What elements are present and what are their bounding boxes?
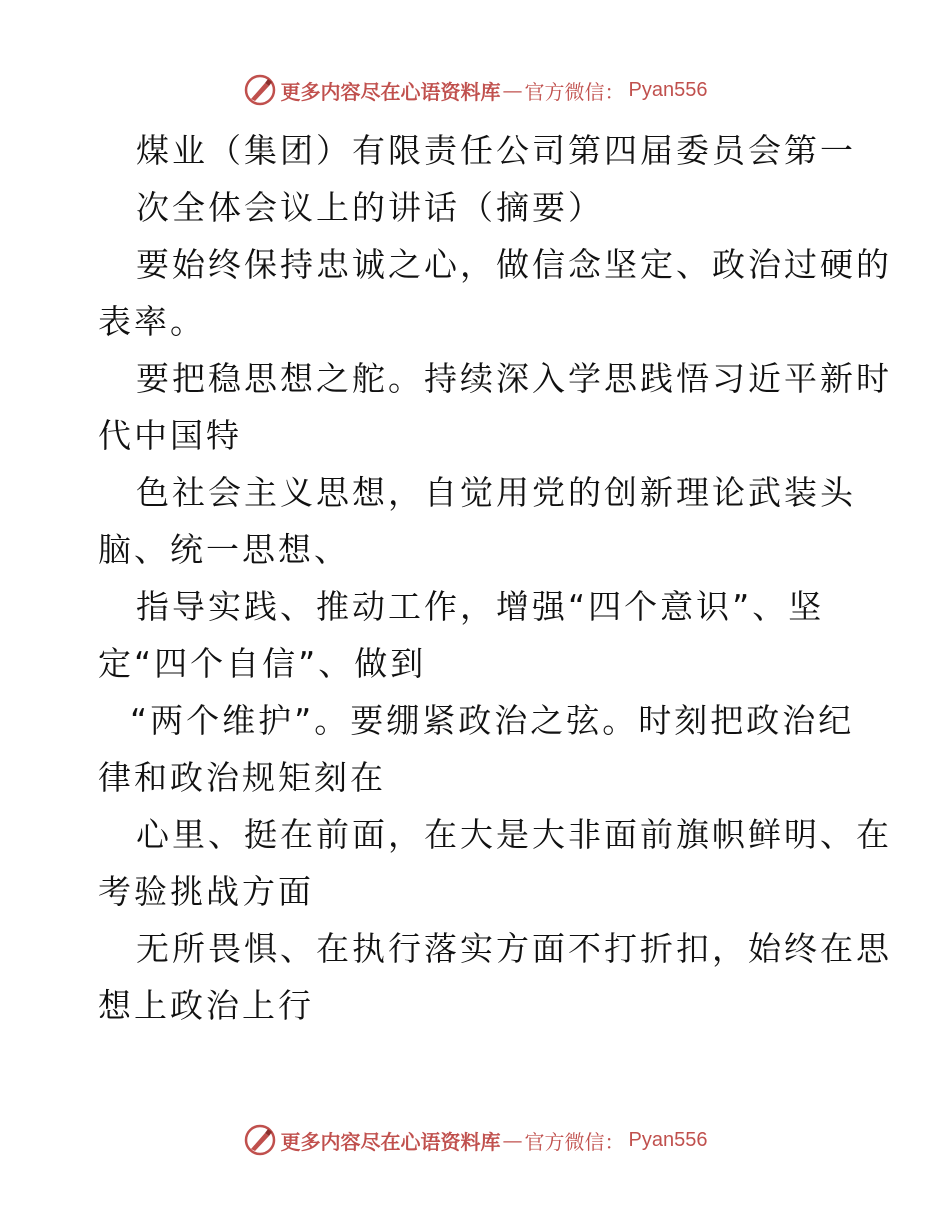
title-line-2: 次全体会议上的讲话（摘要） [136,188,604,227]
paragraph-line: 指导实践、推动工作，增强“四个意识”、坚 [136,587,825,626]
paragraph-line: 要始终保持忠诚之心，做信念坚定、政治过硬的 [136,245,892,284]
banner-wechat-id: Pyan556 [628,1128,708,1151]
paragraph-line: 心里、挺在前面，在大是大非面前旗帜鲜明、在 [136,815,892,854]
paragraph-line: 色社会主义思想，自觉用党的创新理论武装头 [136,473,856,512]
banner-separator: — [502,78,523,102]
paragraph-line: 定“四个自信”、做到 [98,644,427,683]
paragraph-line: 表率。 [98,302,206,341]
banner-separator: — [502,1128,523,1152]
pen-logo-icon [243,73,277,107]
paragraph-line: “两个维护”。要绷紧政治之弦。时刻把政治纪 [130,701,855,740]
banner-wechat-label: 官方微信： [524,79,625,104]
banner-wechat-id: Pyan556 [628,78,708,101]
paragraph-line: 脑、统一思想、 [98,530,350,569]
banner-title: 更多内容尽在心语资料库 [280,1129,501,1154]
paragraph-line: 考验挑战方面 [98,872,314,911]
banner-wechat-label: 官方微信： [524,1129,625,1154]
pen-logo-icon [243,1123,277,1157]
paragraph-line: 无所畏惧、在执行落实方面不打折扣，始终在思 [136,929,892,968]
footer-banner [0,1118,950,1162]
paragraph-line: 想上政治上行 [98,986,314,1025]
document-body [98,122,892,1034]
paragraph-line: 律和政治规矩刻在 [98,758,386,797]
paragraph-line: 要把稳思想之舵。持续深入学思践悟习近平新时 [136,359,892,398]
banner-title: 更多内容尽在心语资料库 [280,79,501,104]
paragraph-line: 代中国特 [98,416,242,455]
header-banner [0,68,950,112]
title-line-1: 煤业（集团）有限责任公司第四届委员会第一 [136,131,856,170]
